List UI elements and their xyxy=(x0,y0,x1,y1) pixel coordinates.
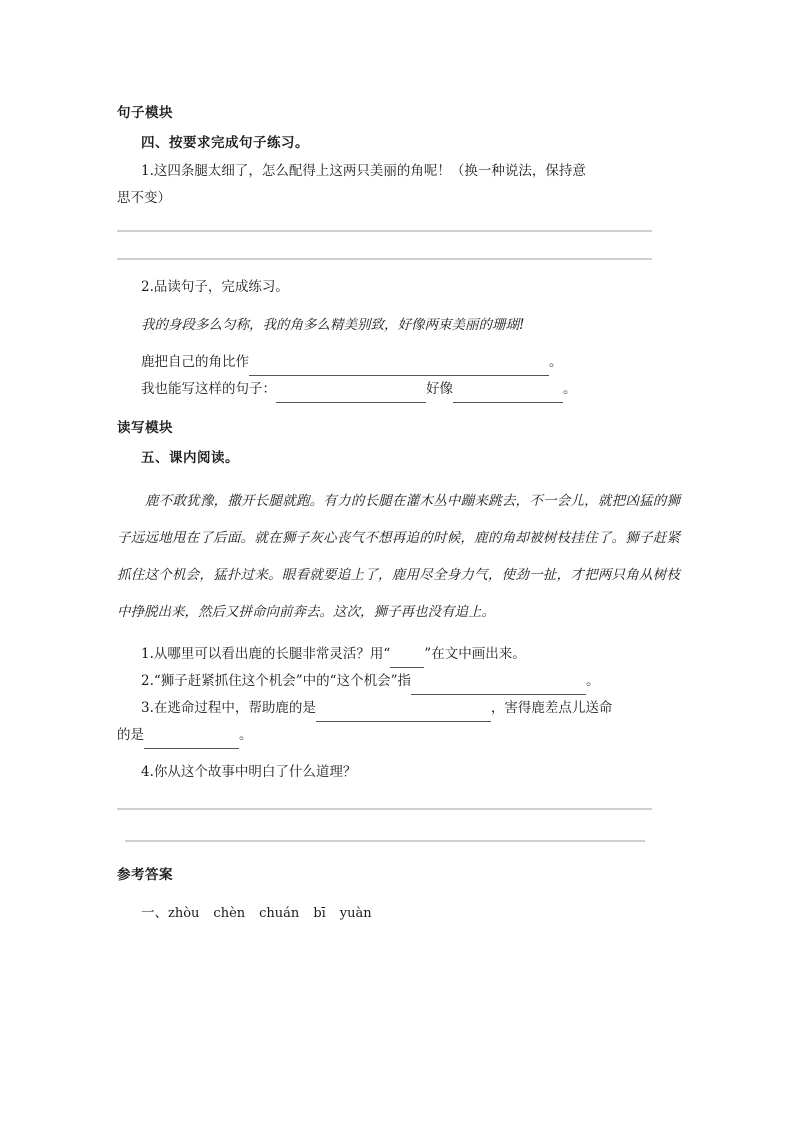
spacer xyxy=(117,842,680,860)
spacer xyxy=(117,260,680,274)
spacer xyxy=(117,749,680,759)
spacer xyxy=(117,631,680,641)
reading-q3-blank-2[interactable] xyxy=(144,733,239,749)
answer-pinyin-list xyxy=(168,905,386,921)
reading-q1-inline-blank[interactable] xyxy=(390,652,424,668)
spacer xyxy=(117,890,680,900)
reading-q1-part-2: ”在文中画出来。 xyxy=(424,646,526,662)
fill-b-blank-1[interactable] xyxy=(276,387,426,403)
module-heading-reading: 读写模块 xyxy=(117,420,173,436)
reading-q3-part-3: 的是 xyxy=(117,727,144,743)
question-2-quote: 我的身段多么匀称，我的角多么精美别致，好像两束美丽的珊瑚! xyxy=(141,317,525,333)
section-heading-five: 五、课内阅读。 xyxy=(141,450,239,466)
reading-passage: 鹿不敢犹豫，撒开长腿就跑。有力的长腿在灌木丛中蹦来跳去，不一会儿，就把凶猛的狮子远远地甩在了后面。就在狮子灰心丧气不想再追的时候，鹿的角却被树枝挂住了。狮子赶紧抓住这个机会，猛扑过来。眼看就要追上了，鹿用尽全身力气，使劲一扯，才把两只角从树枝中挣脱出来，然后又拼命向前奔去。这次，狮子再也没有追上。 xyxy=(117,493,680,620)
reading-question-1 xyxy=(117,641,680,668)
spacer xyxy=(117,339,680,349)
question-2-prompt: 2.品读句子，完成练习。 xyxy=(141,279,289,295)
fill-a-suffix: 。 xyxy=(549,354,563,370)
answer-pinyin-token: chèn xyxy=(213,906,246,921)
reading-q2-blank[interactable] xyxy=(411,679,586,695)
fill-b-prefix: 我也能写这样的句子： xyxy=(141,381,276,397)
section-heading-four: 四、按要求完成句子练习。 xyxy=(141,135,309,151)
question-2-fill-b xyxy=(117,376,680,403)
answer-pinyin-token: zhòu xyxy=(168,906,200,921)
answer-pinyin-token: bī xyxy=(313,906,326,921)
answer-pinyin-token: yuàn xyxy=(339,906,372,921)
question-1-line-2: 思不变） xyxy=(117,190,171,206)
answer-key-title: 参考答案 xyxy=(117,867,173,883)
reading-question-2 xyxy=(117,668,680,695)
spacer xyxy=(117,403,680,413)
answer-key-item-1 xyxy=(117,900,680,927)
reading-q3-part-4: 。 xyxy=(239,727,253,743)
fill-a-blank[interactable] xyxy=(249,360,549,376)
answer-pinyin-token: chuán xyxy=(259,906,300,921)
spacer xyxy=(117,810,680,840)
fill-a-prefix: 鹿把自己的角比作 xyxy=(141,354,249,370)
reading-question-4: 4.你从这个故事中明白了什么道理？ xyxy=(141,764,357,780)
reading-q3-blank-1[interactable] xyxy=(316,706,491,722)
spacer xyxy=(117,786,680,808)
answer-item-label: 一、 xyxy=(141,905,168,921)
spacer xyxy=(117,232,680,258)
spacer xyxy=(117,301,680,311)
reading-q3-part-2: ，害得鹿差点儿送命 xyxy=(490,700,613,716)
reading-q2-part-1: 2.“狮子赶紧抓住这个机会”中的“这个机会”指 xyxy=(141,673,411,689)
fill-b-blank-2[interactable] xyxy=(453,387,563,403)
question-1-line-1: 1.这四条腿太细了，怎么配得上这两只美丽的角呢！（换一种说法，保持意 xyxy=(141,163,586,179)
question-2-fill-a xyxy=(117,349,680,376)
spacer xyxy=(117,473,680,483)
reading-q2-part-2: 。 xyxy=(586,673,600,689)
reading-q3-part-1: 3.在逃命过程中，帮助鹿的是 xyxy=(141,700,316,716)
reading-question-3-line-1 xyxy=(117,695,680,722)
reading-q1-part-1: 1.从哪里可以看出鹿的长腿非常灵活？用“ xyxy=(141,646,391,662)
reading-question-3-line-2 xyxy=(117,722,680,749)
fill-b-suffix: 。 xyxy=(563,381,577,397)
page-content xyxy=(117,98,680,927)
module-heading-sentence: 句子模块 xyxy=(117,105,173,121)
spacer xyxy=(117,212,680,230)
fill-b-middle: 好像 xyxy=(426,381,453,397)
